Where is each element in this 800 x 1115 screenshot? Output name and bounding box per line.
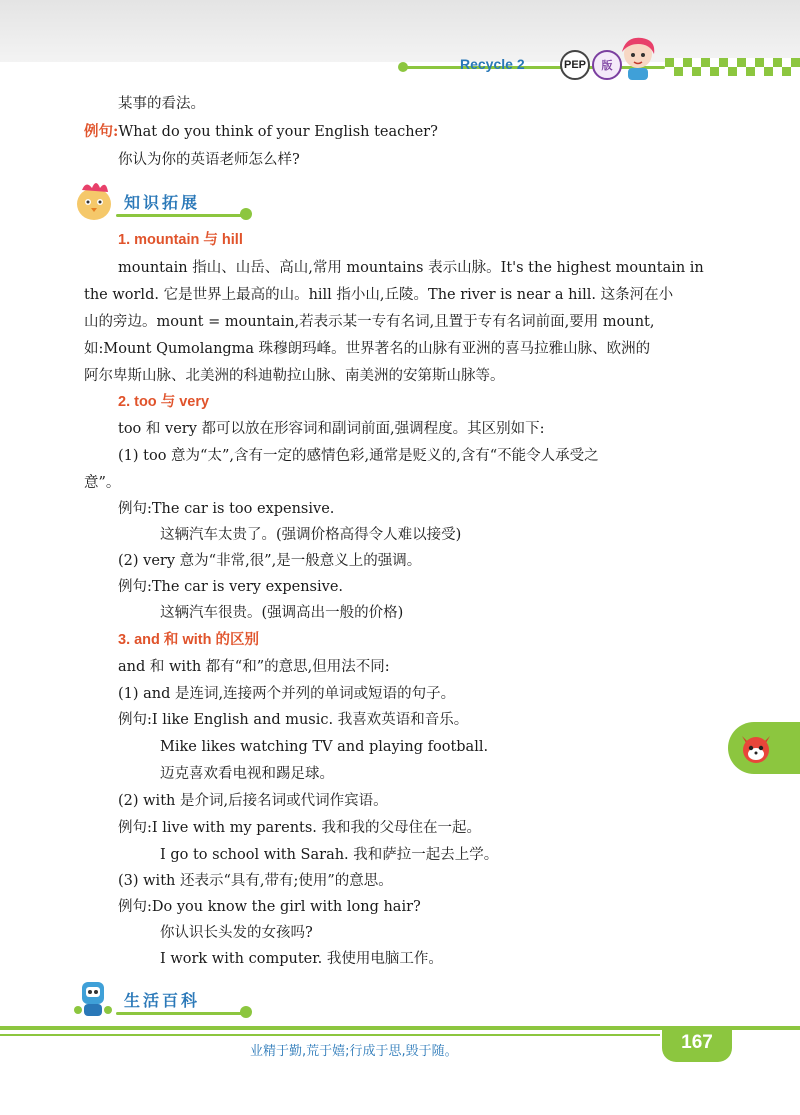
text-line: 阿尔卑斯山脉、北美洲的科迪勒拉山脉、南美洲的安第斯山脉等。 [84,368,505,384]
banner-title: 生活百科 [124,991,201,1010]
text-line: and 和 with 都有“和”的意思,但用法不同: [118,659,390,675]
footer-rule-2 [0,1034,660,1036]
section-heading: 3. and 和 with 的区别 [118,632,259,648]
section-heading: 2. too 与 very [118,394,210,410]
side-tab [728,722,800,774]
banner-dot [240,1006,252,1018]
text-line: 例句:The car is very expensive. [118,579,344,595]
page-number: 167 [681,1032,713,1053]
banner-underline [116,214,244,217]
text-line: 如:Mount Qumolangma 珠穆朗玛峰。世界著名的山脉有亚洲的喜马拉雅山脉、欧洲的 [84,341,651,357]
text-line: (2) very 意为“非常,很”,是一般意义上的强调。 [118,553,422,569]
text-line: I go to school with Sarah. 我和萨拉一起去上学。 [160,847,499,863]
banner-title: 知识拓展 [124,193,201,212]
example-label: 例句: [84,123,119,140]
edition-badge: 版 [592,50,622,80]
text-line: 例句:I live with my parents. 我和我的父母住在一起。 [118,820,482,836]
text-line: mountain 指山、山岳、高山,常用 mountains 表示山脉。It's the highest mountain in [118,260,704,276]
text-line: 你认为你的英语老师怎么样? [118,152,300,168]
text-line: Mike likes watching TV and playing football. [160,739,489,755]
unit-title: Recycle 2 [460,56,525,72]
section-heading: 1. mountain 与 hill [118,232,243,248]
header-checker-pattern-2 [665,67,800,76]
girl-mascot-icon [612,36,662,80]
text-line: 山的旁边。mount = mountain,若表示某一专有名词,且置于专有名词前面,要用 mount, [84,314,655,330]
text-line: the world. 它是世界上最高的山。hill 指小山,丘陵。The river is near a hill. 这条河在小 [84,287,674,303]
banner-underline [116,1012,244,1015]
footer-motto: 业精于勤,荒于嬉;行成于思,毁于随。 [250,1044,458,1059]
banner-dot [240,208,252,220]
text-line: 例句:The car is too expensive. [118,501,335,517]
header-band [0,0,800,62]
text-line: 某事的看法。 [118,96,205,112]
text-line: (2) with 是介词,后接名词或代词作宾语。 [118,793,388,809]
text-line: (3) with 还表示“具有,带有;使用”的意思。 [118,873,393,889]
robot-mascot-icon [68,976,120,1020]
chick-mascot-icon [68,178,120,222]
text-line: 这辆汽车太贵了。(强调价格高得令人难以接受) [160,527,462,543]
text-line: I work with computer. 我使用电脑工作。 [160,951,443,967]
text-line: (1) too 意为“太”,含有一定的感情色彩,通常是贬义的,含有“不能令人承受之 [118,448,599,464]
example-line [84,122,734,142]
fox-mascot-icon [736,728,776,768]
life-encyclopedia-banner [68,976,258,1020]
text-line: (1) and 是连词,连接两个并列的单词或短语的句子。 [118,686,456,702]
text-line: 例句:Do you know the girl with long hair? [118,899,421,915]
text-line: 例句:I like English and music. 我喜欢英语和音乐。 [118,712,469,728]
text-line: too 和 very 都可以放在形容词和副词前面,强调程度。其区别如下: [118,421,545,437]
pep-badge: PEP [560,50,590,80]
text-line: 迈克喜欢看电视和踢足球。 [160,766,334,782]
text-line: 你认识长头发的女孩吗? [160,925,313,941]
text-line: 这辆汽车很贵。(强调高出一般的价格) [160,605,404,621]
example-text: What do you think of your English teacher? [118,124,438,140]
knowledge-extension-banner [68,178,258,222]
text-line: 意”。 [84,475,121,491]
